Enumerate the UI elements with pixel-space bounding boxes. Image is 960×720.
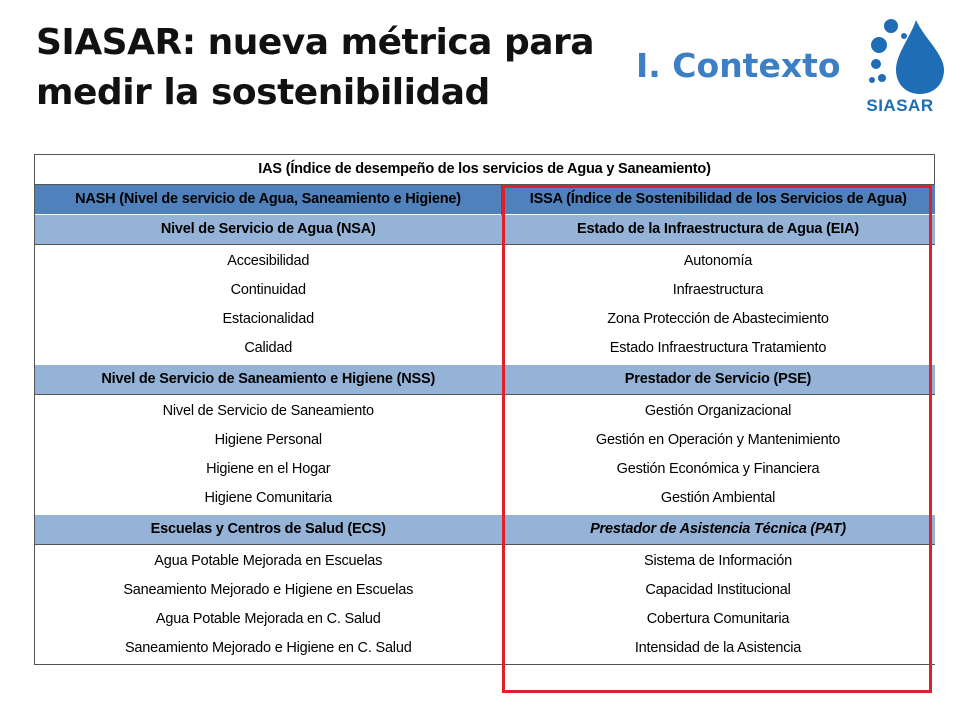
table-cell: Intensidad de la Asistencia [502, 634, 935, 665]
nss-header: Nivel de Servicio de Saneamiento e Higiene (NSS) [35, 365, 502, 395]
table-row [35, 605, 935, 634]
water-drops-icon [858, 14, 948, 96]
siasar-logo [858, 14, 948, 124]
pat-header: Prestador de Asistencia Técnica (PAT) [502, 515, 935, 545]
slide-title-line1: SIASAR: nueva métrica para [36, 22, 595, 63]
table-row [35, 545, 935, 577]
table-row [35, 484, 935, 515]
nsa-header: Nivel de Servicio de Agua (NSA) [35, 215, 502, 245]
table-cell: Gestión en Operación y Mantenimiento [502, 426, 935, 455]
table-cell: Nivel de Servicio de Saneamiento [35, 395, 502, 427]
table-cell: Accesibilidad [35, 245, 502, 277]
ecs-header: Escuelas y Centros de Salud (ECS) [35, 515, 502, 545]
table-row [35, 395, 935, 427]
ias-header: IAS (Índice de desempeño de los servicios de Agua y Saneamiento) [35, 155, 935, 185]
table-cell: Agua Potable Mejorada en C. Salud [35, 605, 502, 634]
section-title: I. Contexto [636, 46, 841, 85]
issa-header: ISSA (Índice de Sostenibilidad de los Servicios de Agua) [502, 185, 935, 215]
table-cell: Agua Potable Mejorada en Escuelas [35, 545, 502, 577]
table-cell: Gestión Ambiental [502, 484, 935, 515]
table-cell: Saneamiento Mejorado e Higiene en C. Salud [35, 634, 502, 665]
sostenibilidad-table [34, 154, 935, 665]
table-cell: Cobertura Comunitaria [502, 605, 935, 634]
table-cell: Gestión Organizacional [502, 395, 935, 427]
table-row [35, 634, 935, 665]
table-cell: Calidad [35, 334, 502, 365]
table-cell: Higiene Comunitaria [35, 484, 502, 515]
table-cell: Continuidad [35, 276, 502, 305]
table-row [35, 276, 935, 305]
pse-header: Prestador de Servicio (PSE) [502, 365, 935, 395]
slide-title [36, 18, 596, 118]
table-cell: Higiene en el Hogar [35, 455, 502, 484]
table-row [35, 245, 935, 277]
eia-header: Estado de la Infraestructura de Agua (EIA) [502, 215, 935, 245]
table-row [35, 426, 935, 455]
slide-title-line2: medir la sostenibilidad [36, 72, 490, 113]
table-row [35, 305, 935, 334]
table-row [35, 334, 935, 365]
table-cell: Estado Infraestructura Tratamiento [502, 334, 935, 365]
table-cell: Autonomía [502, 245, 935, 277]
table-cell: Saneamiento Mejorado e Higiene en Escuelas [35, 576, 502, 605]
table-cell: Higiene Personal [35, 426, 502, 455]
table-row [35, 455, 935, 484]
table-cell: Sistema de Información [502, 545, 935, 577]
table-cell: Capacidad Institucional [502, 576, 935, 605]
table-row [35, 576, 935, 605]
table-cell: Gestión Económica y Financiera [502, 455, 935, 484]
logo-text: SIASAR [866, 96, 934, 115]
nash-header: NASH (Nivel de servicio de Agua, Saneamiento e Higiene) [35, 185, 502, 215]
table-cell: Infraestructura [502, 276, 935, 305]
table-cell: Zona Protección de Abastecimiento [502, 305, 935, 334]
table-cell: Estacionalidad [35, 305, 502, 334]
